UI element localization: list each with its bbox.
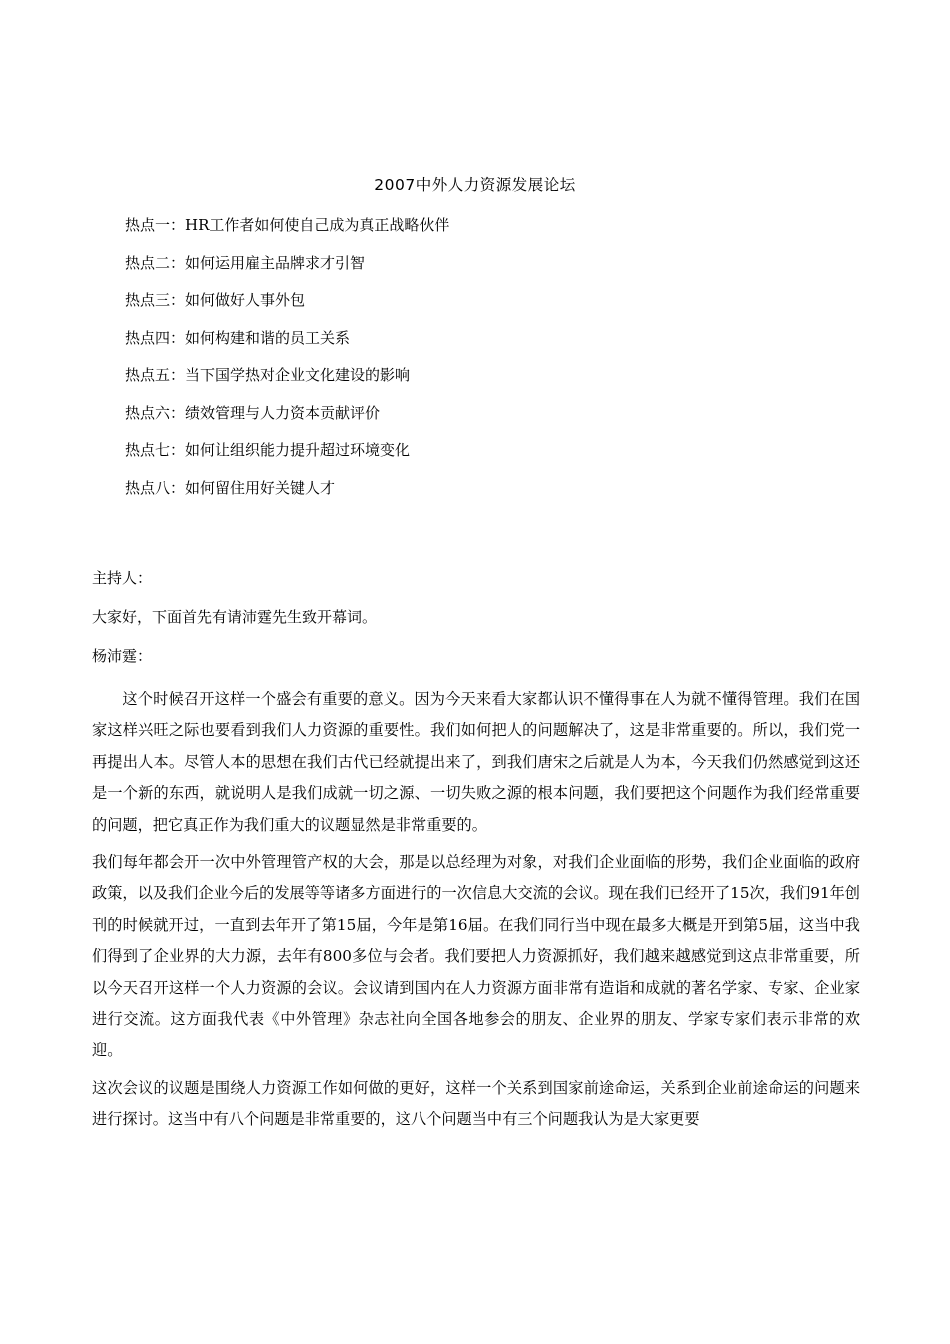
hotspot-item: 热点三：如何做好人事外包 xyxy=(125,291,306,309)
hotspot-item: 热点一：HR工作者如何使自己成为真正战略伙伴 xyxy=(125,216,450,234)
hotspot-item: 热点八：如何留住用好关键人才 xyxy=(125,478,336,497)
host-label: 主持人： xyxy=(92,569,153,587)
hotspot-item: 热点七：如何让组织能力提升超过环境变化 xyxy=(125,441,411,459)
hotspot-item: 热点五：当下国学热对企业文化建设的影响 xyxy=(125,366,411,384)
speech-paragraph: 这个时候召开这样一个盛会有重要的意义。因为今天来看大家都认识不懂得事在人为就不懂得管理。我们在国家这样兴旺之际也要看到我们人力资源的重要性。我们如何把人的问题解决了，这是非常重要的。所以，我们党一再提出人本。尽管人本的思想在我们古代已经就提出来了，到我们唐宋之后就是人为本，今天我们仍然感觉到这还是一个新的东西，就说明人是我们成就一切之源、一切失败之源的根本问题，我们要把这个问题作为我们经常重要的问题，把它真正作为我们重大的议题显然是非常重要的。 xyxy=(92,690,860,834)
speech-paragraph: 我们每年都会开一次中外管理管产权的大会，那是以总经理为对象，对我们企业面临的形势，我们企业面临的政府政策，以及我们企业今后的发展等等诸多方面进行的一次信息大交流的会议。现在我们已经开了15次，我们91年创刊的时候就开过，一直到去年开了第15届，今年是第16届。在我们同行当中现在最多大概是开到第5届，这当中我们得到了企业界的大力源，去年有800多位与会者。我们要把人力资源抓好，我们越来越感觉到这点非常重要，所以今天召开这样一个人力资源的会议。会议请到国内在人力资源方面非常有造诣和成就的著名学家、专家、企业家进行交流。这方面我代表《中外管理》杂志社向全国各地参会的朋友、企业界的朋友、学家专家们表示非常的欢迎。 xyxy=(92,853,860,1060)
hotspot-item: 热点六：绩效管理与人力资本贡献评价 xyxy=(125,403,381,422)
speaker-label: 杨沛霆： xyxy=(92,647,153,665)
hotspot-item: 热点四：如何构建和谐的员工关系 xyxy=(125,328,351,347)
transcript-body xyxy=(92,567,860,1136)
document-title: 2007中外人力资源发展论坛 xyxy=(374,176,576,194)
speech-paragraph: 这次会议的议题是围绕人力资源工作如何做的更好，这样一个关系到国家前途命运，关系到企业前途命运的问题来进行探讨。这当中有八个问题是非常重要的，这八个问题当中有三个问题我认为是大家更要 xyxy=(92,1078,860,1129)
host-speech: 大家好，下面首先有请沛霆先生致开幕词。 xyxy=(92,608,378,626)
hotspot-list xyxy=(125,214,449,514)
hotspot-item: 热点二：如何运用雇主品牌求才引智 xyxy=(125,253,366,272)
